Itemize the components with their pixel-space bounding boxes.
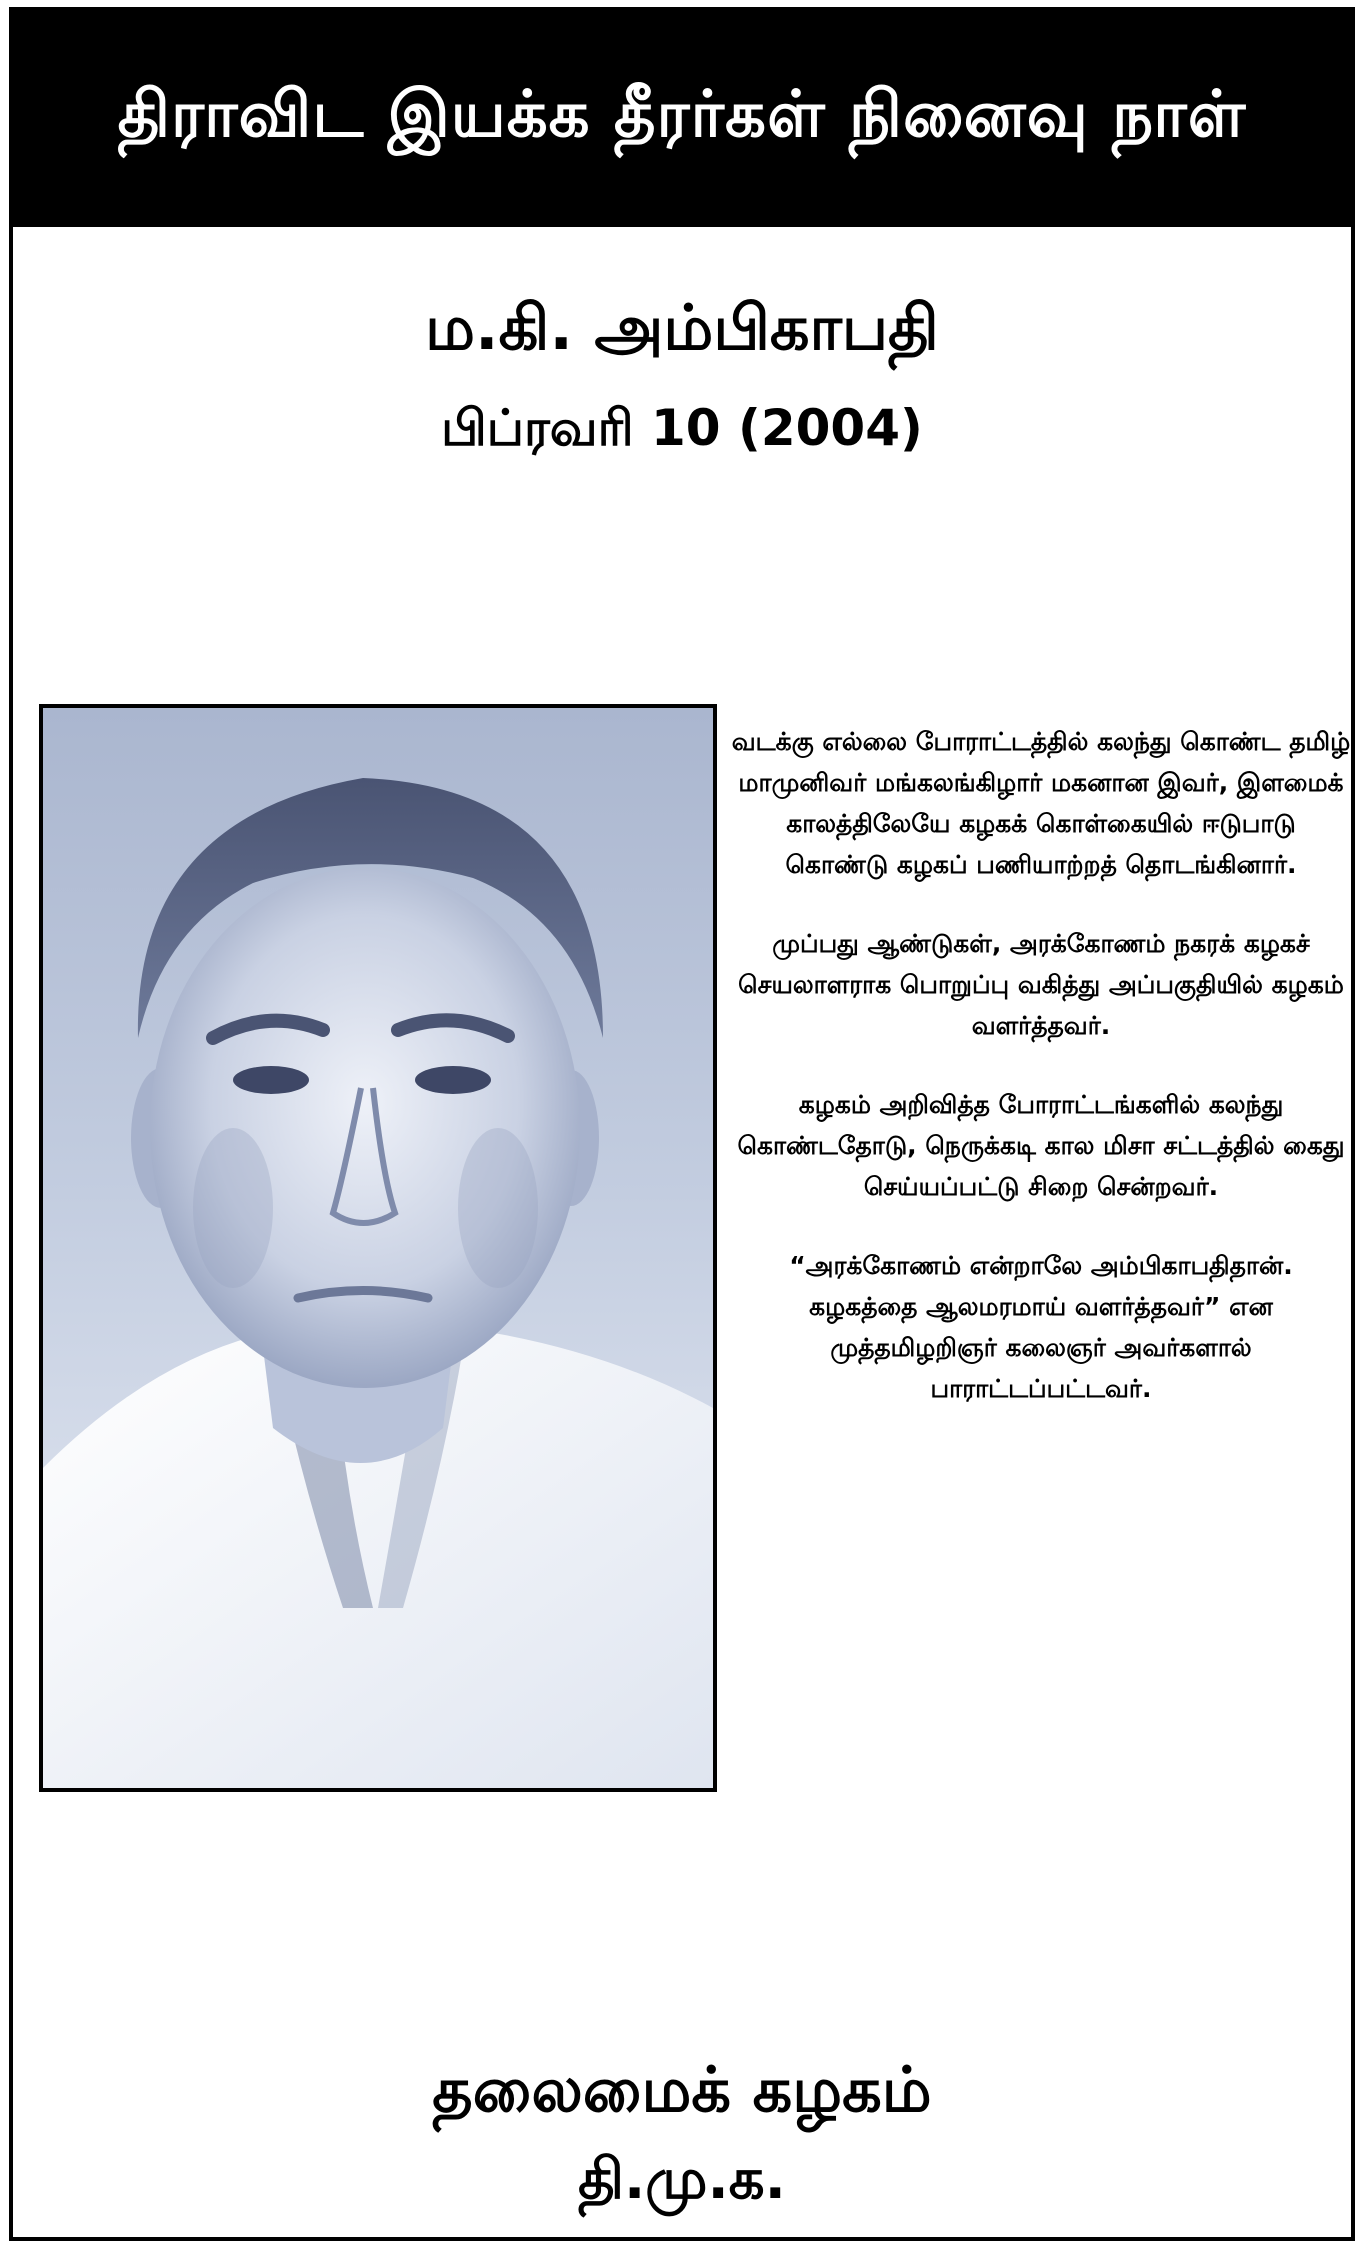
header-banner	[13, 11, 1351, 227]
bio-paragraph: முப்பது ஆண்டுகள், அரக்கோணம் நகரக் கழகச் செயலாளராக பொறுப்பு வகித்து அப்பகுதியில் கழகம் வளர்த்தவர்.	[738, 929, 1344, 1040]
memorial-date: பிப்ரவரி 10 (2004)	[441, 399, 923, 457]
portrait-illustration	[43, 708, 713, 1788]
person-name: ம.கி. அம்பிகாபதி	[425, 291, 939, 364]
footer-organization: தலைமைக் கழகம்	[432, 2053, 932, 2126]
portrait-photo	[39, 704, 717, 1792]
bio-paragraph: “அரக்கோணம் என்றாலே அம்பிகாபதிதான். கழகத்தை ஆலமரமாய் வளர்த்தவர்” என முத்தமிழறிஞர் கலைஞர் அவர்களால் பாராட்டப்பட்டவர்.	[789, 1251, 1293, 1403]
biography	[731, 721, 1351, 1447]
banner-title: திராவிட இயக்க தீரர்கள் நினைவு நாள்	[117, 78, 1247, 152]
footer-party-name: தி.மு.க.	[578, 2147, 786, 2212]
bio-paragraph: கழகம் அறிவித்த போராட்டங்களில் கலந்து கொண்டதோடு, நெருக்கடி கால மிசா சட்டத்தில் கைது செய்யப்பட்டு சிறை சென்றவர்.	[737, 1090, 1345, 1201]
memorial-poster	[9, 7, 1355, 2241]
bio-paragraph: வடக்கு எல்லை போராட்டத்தில் கலந்து கொண்ட தமிழ் மாமுனிவர் மங்கலங்கிழார் மகனான இவர், இளமைக் காலத்திலேயே கழகக் கொள்கையில் ஈடுபாடு கொண்டு கழகப் பணியாற்றத் தொடங்கினார்.	[731, 727, 1351, 879]
